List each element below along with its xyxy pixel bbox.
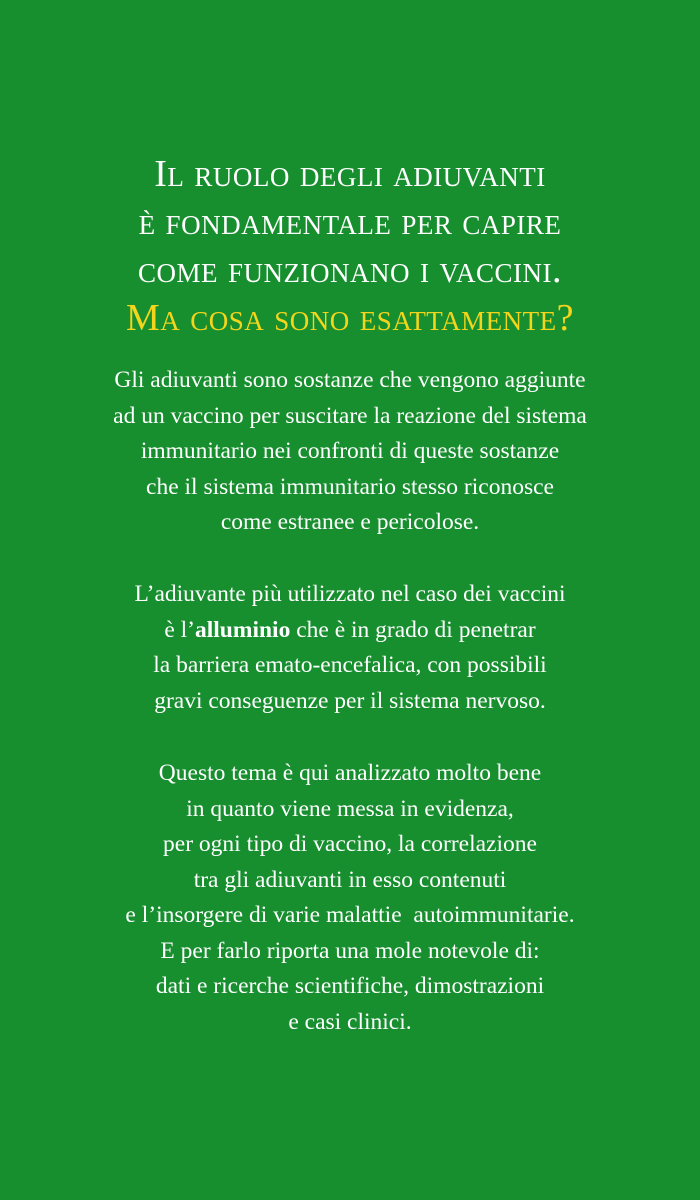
paragraph-line: Questo tema è qui analizzato molto bene [158, 760, 542, 786]
paragraph-line-with-bold [0, 613, 700, 649]
text-before-bold: è l’ [164, 616, 195, 643]
paragraph-line: tra gli adiuvanti in esso contenuti [193, 866, 507, 893]
paragraph-analysis [0, 756, 700, 1040]
heading-line-2: è fondamentale per capire [138, 201, 562, 243]
paragraph-line: e l’insorgere di varie malattie autoimmunitarie. [125, 902, 575, 928]
bold-term-aluminium: alluminio [195, 616, 291, 643]
paragraph-line: L’adiuvante più utilizzato nel caso dei vaccini [134, 581, 566, 607]
paragraph-line: E per farlo riporta una mole notevole di: [160, 937, 540, 964]
paragraph-line: dati e ricerche scientifiche, dimostrazioni [155, 973, 545, 999]
paragraph-line: come estranee e pericolose. [220, 509, 480, 535]
paragraph-line: ad un vaccino per suscitare la reazione del sistema [113, 402, 587, 429]
paragraph-line: Gli adiuvanti sono sostanze che vengono aggiunte [114, 367, 586, 393]
paragraph-aluminium [0, 577, 700, 719]
paragraph-adjuvants-definition [0, 363, 700, 541]
paragraph-line: immunitario nei confronti di queste sostanze [140, 438, 560, 464]
heading-line-1: Il ruolo degli adiuvanti [154, 153, 546, 195]
paragraph-line: gravi conseguenze per il sistema nervoso. [154, 687, 546, 714]
paragraph-line: e casi clinici. [288, 1008, 412, 1035]
heading-line-3: come funzionano i vaccini. [137, 249, 562, 291]
text-after-bold: che è in grado di penetrar [290, 616, 536, 643]
heading-question: Ma cosa sono esattamente? [125, 297, 574, 339]
paragraph-line: per ogni tipo di vaccino, la correlazione [163, 831, 537, 857]
paragraph-line: che il sistema immunitario stesso riconosce [146, 473, 554, 500]
paragraph-line: la barriera emato-encefalica, con possibili [153, 652, 547, 678]
paragraph-line: in quanto viene messa in evidenza, [186, 795, 514, 822]
cover-heading [0, 150, 700, 342]
